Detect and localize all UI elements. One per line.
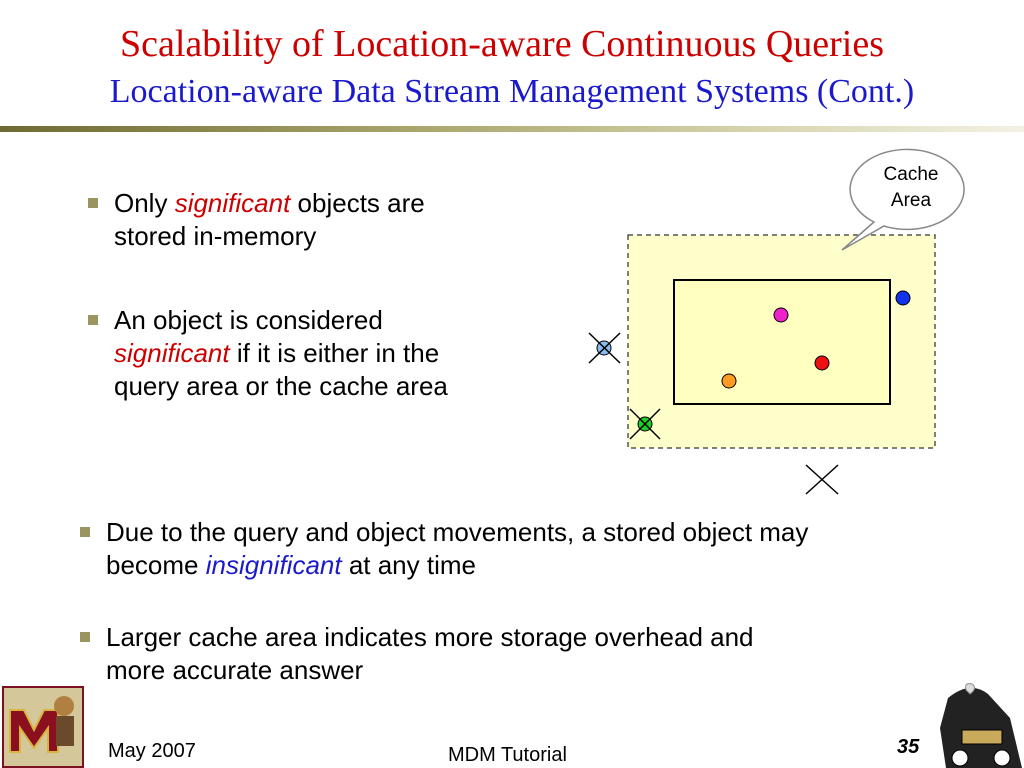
cross-mark <box>806 465 838 494</box>
callout-text-line2: Area <box>890 190 932 211</box>
cross-mark <box>589 333 620 363</box>
purdue-logo <box>940 684 1022 768</box>
object-magenta <box>774 308 788 322</box>
footer-date: May 2007 <box>108 740 196 762</box>
emphasis-significant: significant <box>114 338 230 368</box>
slide-subtitle: Location-aware Data Stream Management Systems (Cont.) <box>109 73 915 110</box>
object-red <box>815 356 829 370</box>
bullet-marker <box>80 632 90 642</box>
query-area-rect <box>674 280 890 404</box>
object-orange <box>722 374 736 388</box>
minnesota-m-icon <box>4 688 82 766</box>
bullet-significant-definition: An object is considered significant if it is either in the query area or the cache area <box>114 304 448 403</box>
footer-title: MDM Tutorial <box>448 744 567 766</box>
emphasis-insignificant: insignificant <box>205 550 342 580</box>
bullet-larger-cache: Larger cache area indicates more storage overhead and more accurate answer <box>106 621 754 687</box>
emphasis-significant: significant <box>174 188 291 218</box>
slide-title: Scalability of Location-aware Continuous Queries <box>119 23 884 65</box>
bullet-significant-objects: Only significant objects are stored in-memory <box>114 187 425 253</box>
bullet-marker <box>80 527 90 537</box>
university-of-minnesota-logo <box>2 686 84 768</box>
object-blue <box>896 291 910 305</box>
callout-text-line1: Cache <box>883 164 939 185</box>
bullet-insignificant: Due to the query and object movements, a stored object may become insignificant at any time <box>106 516 808 582</box>
page-number: 35 <box>897 736 920 758</box>
